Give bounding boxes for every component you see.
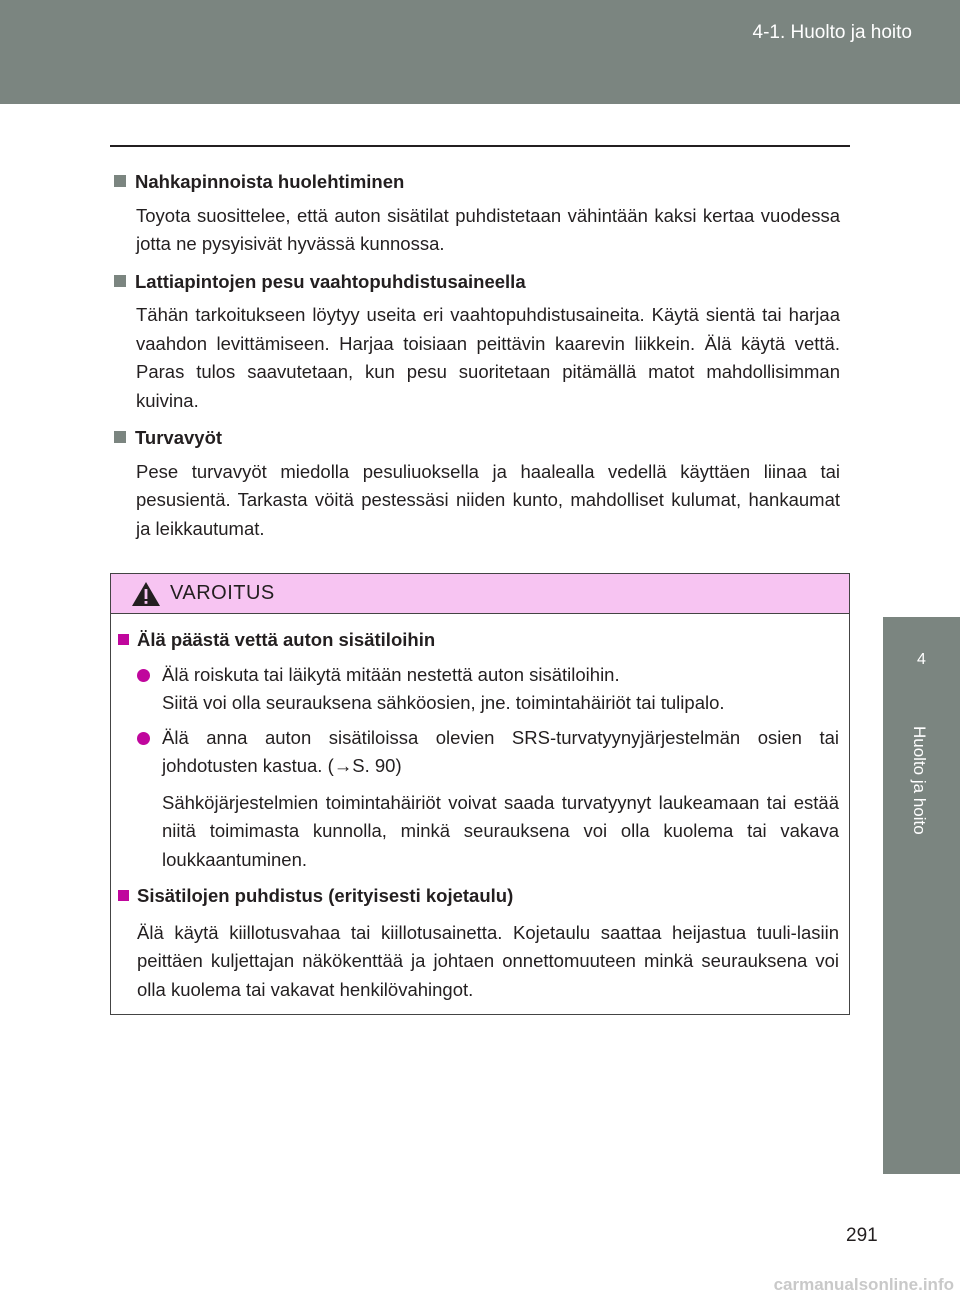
square-bullet-icon: [114, 275, 126, 287]
section-heading: Nahkapinnoista huolehtiminen: [114, 168, 840, 197]
warning-bullet: Älä roiskuta tai läikytä mitään nestettä auton sisätiloihin. Siitä voi olla seurauksena sähköosien, jne. toimintahäiriöt tai tulipalo.: [137, 661, 839, 718]
divider: [110, 145, 850, 147]
section-heading: Turvavyöt: [114, 424, 840, 453]
square-bullet-icon: [114, 175, 126, 187]
warning-item-heading: Sisätilojen puhdistus (erityisesti kojetaulu): [118, 882, 839, 911]
warning-subtext: Sähköjärjestelmien toimintahäiriöt voivat saada turvatyynyt laukeamaan tai estää niitä toimimasta kunnolla, minkä seurauksena voi olla kuolema tai vakava loukkaantuminen.: [162, 791, 839, 870]
section-title: 4-1. Huolto ja hoito: [752, 22, 912, 43]
page-number: 291: [846, 1225, 878, 1246]
chapter-tab-label: Huolto ja hoito: [910, 726, 929, 835]
warning-title: VAROITUS: [170, 582, 275, 604]
square-bullet-icon: [118, 890, 129, 901]
warning-triangle-icon: [131, 581, 161, 607]
section-text: Toyota suosittelee, että auton sisätilat puhdistetaan vähintään kaksi kertaa vuodessa jotta ne pysyisivät hyvässä kunnossa.: [136, 204, 840, 254]
warning-text: Älä käytä kiillotusvahaa tai kiillotusainetta. Kojetaulu saattaa heijastua tuuli-lasiin peittäen kuljettajan näkökenttää ja johtaen onnettomuuteen minkä seurauksena voi olla kuolema tai vakavat henkilövahingot.: [137, 921, 839, 1000]
circle-bullet-icon: [137, 669, 150, 682]
main-content: [114, 168, 840, 552]
section-text: Tähän tarkoitukseen löytyy useita eri vaahtopuhdistusaineita. Käytä sientä tai harjaa vaahdon levittämiseen. Harjaa toisiaan peittävin kaarevin liikkein. Älä käytä vettä. Paras tulos saavutetaan, kun pesu suoritetaan pitämällä matot mahdollisimman kuivina.: [136, 304, 840, 411]
footer-watermark: carmanualsonline.info: [773, 1275, 954, 1294]
circle-bullet-icon: [137, 732, 150, 745]
warning-bullet: Älä anna auton sisätiloissa olevien SRS-turvatyynyjärjestelmän osien tai johdotusten kastua. (→S. 90): [137, 724, 839, 781]
warning-body: [111, 614, 849, 1004]
square-bullet-icon: [114, 431, 126, 443]
page-header: [0, 0, 960, 104]
warning-header: [111, 574, 849, 614]
warning-box: [110, 573, 850, 1015]
section-heading: Lattiapintojen pesu vaahtopuhdistusaineella: [114, 268, 840, 297]
chapter-tab: [883, 710, 960, 1174]
warning-item-heading: Älä päästä vettä auton sisätiloihin: [118, 626, 839, 655]
section-text: Pese turvavyöt miedolla pesuliuoksella ja haalealla vedellä käyttäen liinaa tai pesusientä. Tarkasta vöitä pestessäsi niiden kunto, mahdolliset kulumat, hankaumat ja leikkautumat.: [136, 460, 840, 539]
square-bullet-icon: [118, 634, 129, 645]
chapter-tab-number: 4: [883, 617, 960, 710]
